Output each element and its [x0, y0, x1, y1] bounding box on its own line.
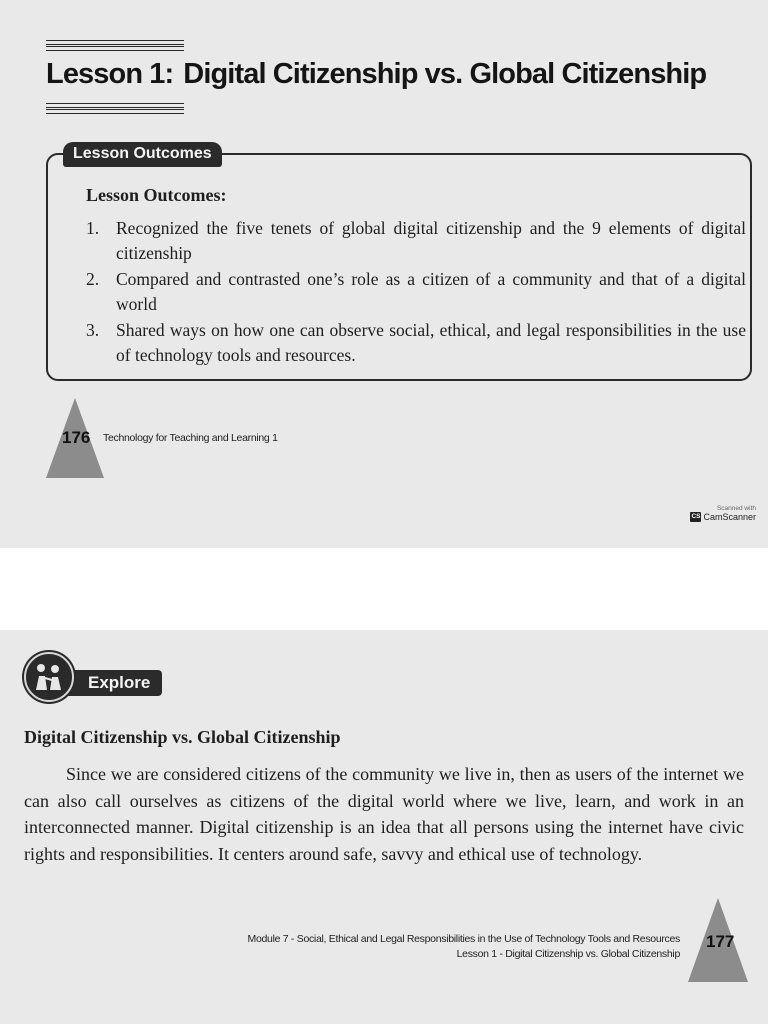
outcome-text: Compared and contrasted one’s role as a citizen of a community and that of a digital world [116, 269, 746, 314]
running-footer-right [248, 932, 680, 962]
title-rule-bottom-2 [46, 109, 184, 114]
lesson-outcomes-heading: Lesson Outcomes: [86, 185, 227, 205]
camscanner-brand-name: CamScanner [703, 512, 756, 522]
explore-heading: Digital Citizenship vs. Global Citizenship [24, 727, 341, 747]
lesson-title [46, 58, 758, 91]
title-rule-top-2 [46, 46, 184, 51]
title-rule-top [46, 40, 184, 45]
outcome-item [86, 267, 746, 317]
outcome-text: Shared ways on how one can observe social, ethical, and legal responsibilities in the use of technology tools and resources. [116, 320, 746, 365]
outcome-number: 3. [86, 320, 100, 340]
outcome-item [86, 318, 746, 368]
explore-paragraph: Since we are considered citizens of the community we live in, then as users of the internet we can also call ourselves as citizens of the digital world where we live, learn, and work in an interconnected manner. Digital citizenship is an idea that all persons using the internet have civic rights and responsibilities. It centers around safe, savvy and ethical use of technology. [24, 764, 744, 864]
lesson-title-text: Digital Citizenship vs. Global Citizenship [183, 58, 707, 90]
camscanner-brand [690, 512, 756, 522]
page-177 [0, 630, 768, 1024]
explore-people-icon [24, 652, 74, 702]
lesson-outcomes-tab: Lesson Outcomes [63, 142, 222, 167]
lesson-outcomes-list [86, 216, 746, 369]
explore-section-label: Explore [66, 670, 162, 696]
outcome-item [86, 216, 746, 266]
camscanner-watermark [690, 505, 756, 522]
running-footer: Technology for Teaching and Learning 1 [103, 432, 278, 444]
title-rule-bottom [46, 103, 184, 108]
footer-lesson-line: Lesson 1 - Digital Citizenship vs. Global Citizenship [456, 948, 680, 960]
scanned-with-label: Scanned with [716, 505, 756, 512]
page-number: 177 [706, 932, 735, 951]
outcome-number: 1. [86, 218, 100, 238]
lesson-number: Lesson 1: [46, 58, 174, 90]
page-number: 176 [62, 428, 91, 447]
outcome-text: Recognized the five tenets of global digital citizenship and the 9 elements of digital citizenship [116, 218, 746, 263]
camscanner-logo-icon: CS [691, 513, 701, 520]
footer-module-line: Module 7 - Social, Ethical and Legal Responsibilities in the Use of Technology Tools and Resources [247, 933, 680, 945]
outcome-number: 2. [86, 269, 100, 289]
